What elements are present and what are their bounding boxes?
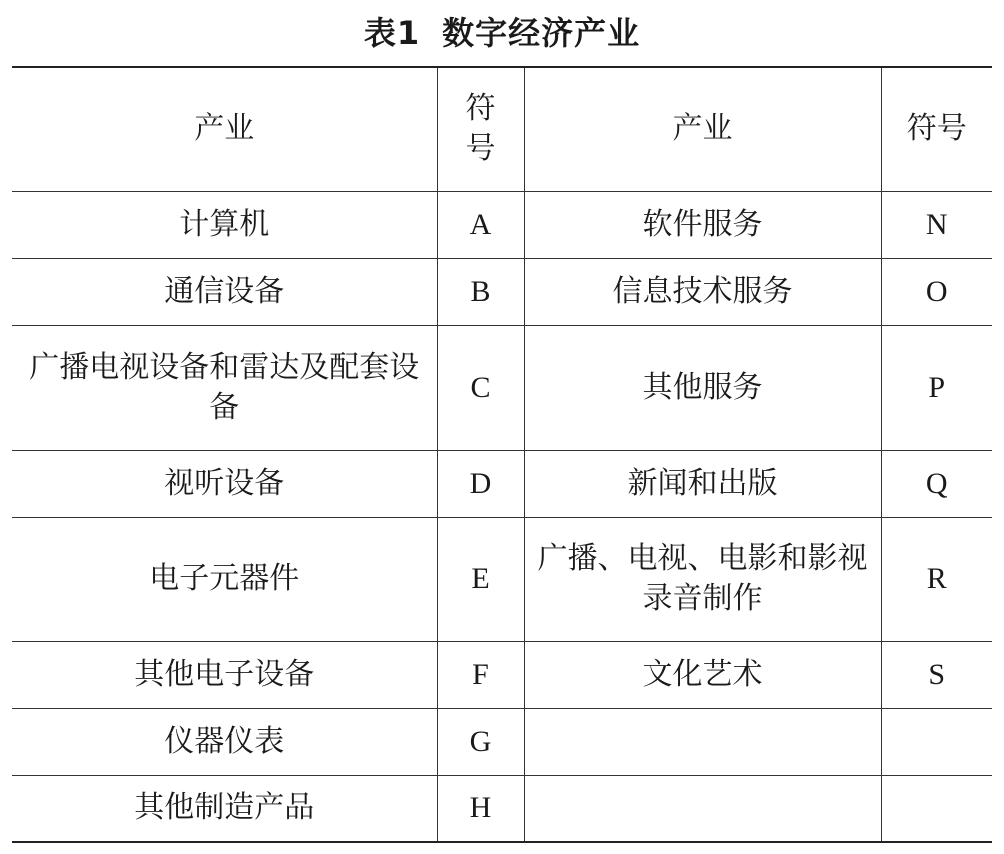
industry-cell: 通信设备 [12,258,437,325]
table-row [12,258,992,325]
code-cell: E [437,517,524,641]
industry-cell: 计算机 [12,191,437,258]
code-cell: H [437,775,524,842]
header-code-left: 符号 [437,67,524,191]
code-cell: R [881,517,992,641]
code-cell: S [881,641,992,708]
industry-cell: 电子元器件 [12,517,437,641]
code-cell: N [881,191,992,258]
table-caption [0,10,1004,56]
code-cell: D [437,450,524,517]
industry-cell: 信息技术服务 [524,258,881,325]
industry-cell: 其他制造产品 [12,775,437,842]
code-cell: A [437,191,524,258]
table-row [12,708,992,775]
table-row [12,641,992,708]
table-number: 表1 [363,14,421,52]
table-row [12,517,992,641]
code-cell: Q [881,450,992,517]
industry-cell [524,708,881,775]
code-cell: G [437,708,524,775]
industry-cell: 软件服务 [524,191,881,258]
industry-cell: 其他服务 [524,325,881,450]
table-row [12,775,992,842]
table-row [12,450,992,517]
industry-cell: 仪器仪表 [12,708,437,775]
code-cell [881,708,992,775]
code-cell: C [437,325,524,450]
header-industry-right: 产业 [524,67,881,191]
table-row [12,191,992,258]
table-title: 数字经济产业 [442,14,641,52]
code-cell: B [437,258,524,325]
industry-cell: 广播、电视、电影和影视录音制作 [524,517,881,641]
code-cell: F [437,641,524,708]
industry-cell: 其他电子设备 [12,641,437,708]
header-industry-left: 产业 [12,67,437,191]
industry-table [12,66,992,843]
table-row [12,325,992,450]
industry-cell: 广播电视设备和雷达及配套设备 [12,325,437,450]
header-row [12,67,992,191]
industry-cell: 视听设备 [12,450,437,517]
industry-cell: 文化艺术 [524,641,881,708]
code-cell: O [881,258,992,325]
industry-cell: 新闻和出版 [524,450,881,517]
code-cell: P [881,325,992,450]
code-cell [881,775,992,842]
header-code-right: 符号 [881,67,992,191]
industry-cell [524,775,881,842]
